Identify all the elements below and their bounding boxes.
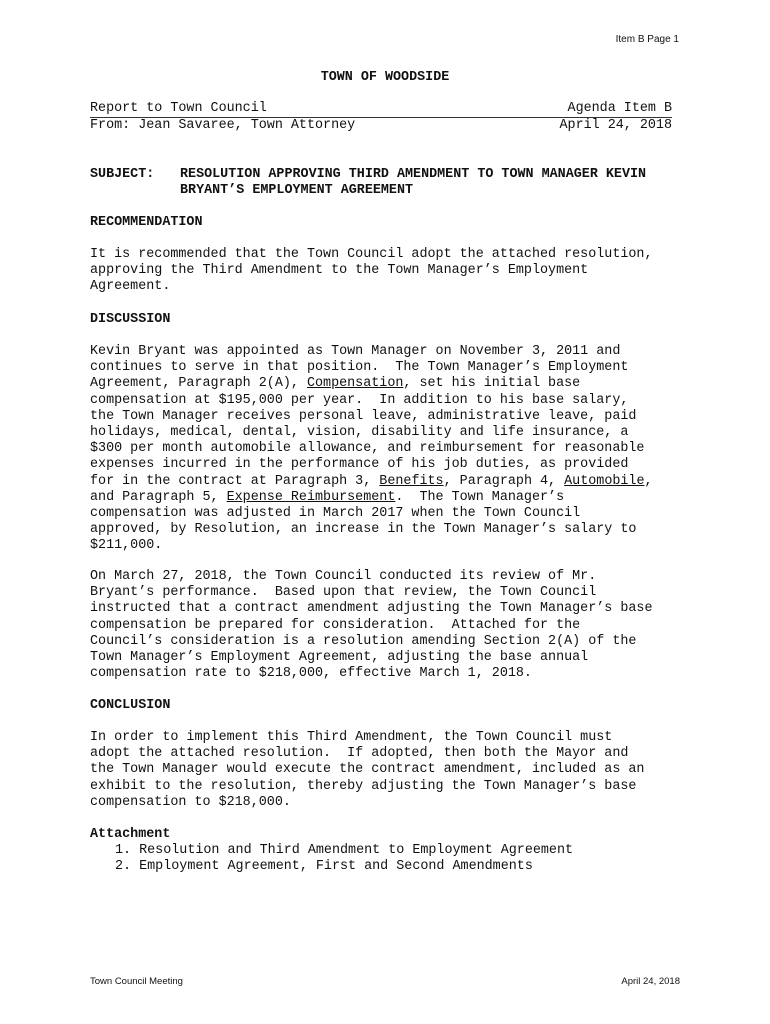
text-line [90, 409, 680, 425]
text-line: exhibit to the resolution, thereby adjusting the Town Manager’s base [90, 778, 637, 794]
conclusion-paragraph [90, 730, 680, 811]
text-line [90, 344, 680, 360]
text-line: instructed that a contract amendment adjusting the Town Manager’s base [90, 601, 653, 617]
text-line [90, 506, 680, 522]
text-line: Agreement. [90, 279, 171, 295]
text-line: compensation be prepared for consideration. Attached for the [90, 617, 581, 633]
recommendation-paragraph [90, 247, 680, 296]
text-run: , Paragraph 4, [443, 473, 565, 489]
footer-date: April 24, 2018 [621, 976, 680, 987]
text-line: compensation to $218,000. [90, 794, 291, 810]
text-line: Bryant’s performance. Based upon that review, the Town Council [90, 585, 597, 601]
text-run: for in the contract at Paragraph 3, [90, 473, 380, 489]
subject-line: RESOLUTION APPROVING THIRD AMENDMENT TO TOWN MANAGER KEVIN [180, 167, 647, 182]
text-line: compensation rate to $218,000, effective March 1, 2018. [90, 666, 532, 682]
attachment-item: 1. Resolution and Third Amendment to Employment Agreement [115, 843, 574, 858]
subject-text [180, 167, 680, 199]
text-line [90, 457, 680, 473]
attachment-heading: Attachment [90, 827, 171, 842]
text-line [90, 490, 680, 506]
discussion-heading: DISCUSSION [90, 312, 171, 327]
text-line [90, 376, 680, 392]
text-line: In order to implement this Third Amendment, the Town Council must [90, 730, 613, 745]
text-run: expenses incurred in the performance of his job duties, as provided [90, 457, 629, 473]
compensation-reference: Compensation [306, 376, 404, 392]
text-run: continues to serve in that position. The Town Manager’s Employment [90, 360, 629, 376]
text-run: , set his initial base [403, 376, 581, 392]
subject-label: SUBJECT: [90, 167, 155, 182]
document-title: TOWN OF WOODSIDE [320, 70, 450, 85]
text-run: compensation was adjusted in March 2017 when the Town Council [90, 506, 581, 522]
text-run: . The Town Manager’s [395, 489, 565, 505]
text-line [90, 522, 680, 538]
text-line [90, 393, 680, 409]
text-run: and Paragraph 5, [90, 489, 227, 505]
text-line [90, 360, 680, 376]
conclusion-heading: CONCLUSION [90, 698, 171, 713]
from-line: From: Jean Savaree, Town Attorney [90, 118, 356, 133]
attachment-list [115, 843, 675, 875]
text-line: It is recommended that the Town Council adopt the attached resolution, [90, 247, 653, 262]
text-run: , [644, 473, 653, 489]
attachment-item: 2. Employment Agreement, First and Second Amendments [115, 859, 533, 875]
page-label: Item B Page 1 [615, 34, 679, 45]
text-run: the Town Manager receives personal leave, administrative leave, paid [90, 408, 637, 424]
text-line: the Town Manager would execute the contract amendment, included as an [90, 762, 645, 778]
text-run: holidays, medical, dental, vision, disability and life insurance, a [90, 425, 629, 441]
agenda-item: Agenda Item B [567, 101, 672, 116]
text-line: Council’s consideration is a resolution amending Section 2(A) of the [90, 633, 637, 649]
discussion-paragraph-2 [90, 569, 680, 682]
report-date: April 24, 2018 [559, 118, 672, 133]
text-line: approving the Third Amendment to the Town Manager’s Employment [90, 263, 589, 279]
text-run: Agreement, Paragraph 2(A), [90, 376, 307, 392]
subject-line: BRYANT’S EMPLOYMENT AGREEMENT [180, 183, 414, 199]
text-line: adopt the attached resolution. If adopted, then both the Mayor and [90, 746, 629, 762]
text-run: approved, by Resolution, an increase in the Town Manager’s salary to [90, 522, 637, 538]
text-line [90, 425, 680, 441]
benefits-reference: Benefits [379, 473, 444, 489]
discussion-paragraph-1 [90, 344, 680, 555]
text-line [90, 441, 680, 457]
text-line [90, 538, 680, 554]
text-run: compensation at $195,000 per year. In addition to his base salary, [90, 392, 629, 408]
text-run: $300 per month automobile allowance, and reimbursement for reasonable [90, 441, 645, 457]
report-to: Report to Town Council [90, 101, 267, 116]
text-line [90, 474, 680, 490]
text-line: Town Manager’s Employment Agreement, adjusting the base annual [90, 650, 589, 666]
expense-reimbursement-reference: Expense Reimbursement [226, 489, 396, 505]
text-run: Kevin Bryant was appointed as Town Manager on November 3, 2011 and [90, 344, 621, 359]
text-line: On March 27, 2018, the Town Council conducted its review of Mr. [90, 569, 597, 584]
automobile-reference: Automobile [564, 473, 645, 489]
text-run: $211,000. [90, 538, 163, 554]
recommendation-heading: RECOMMENDATION [90, 215, 203, 230]
footer-meeting: Town Council Meeting [90, 976, 183, 987]
